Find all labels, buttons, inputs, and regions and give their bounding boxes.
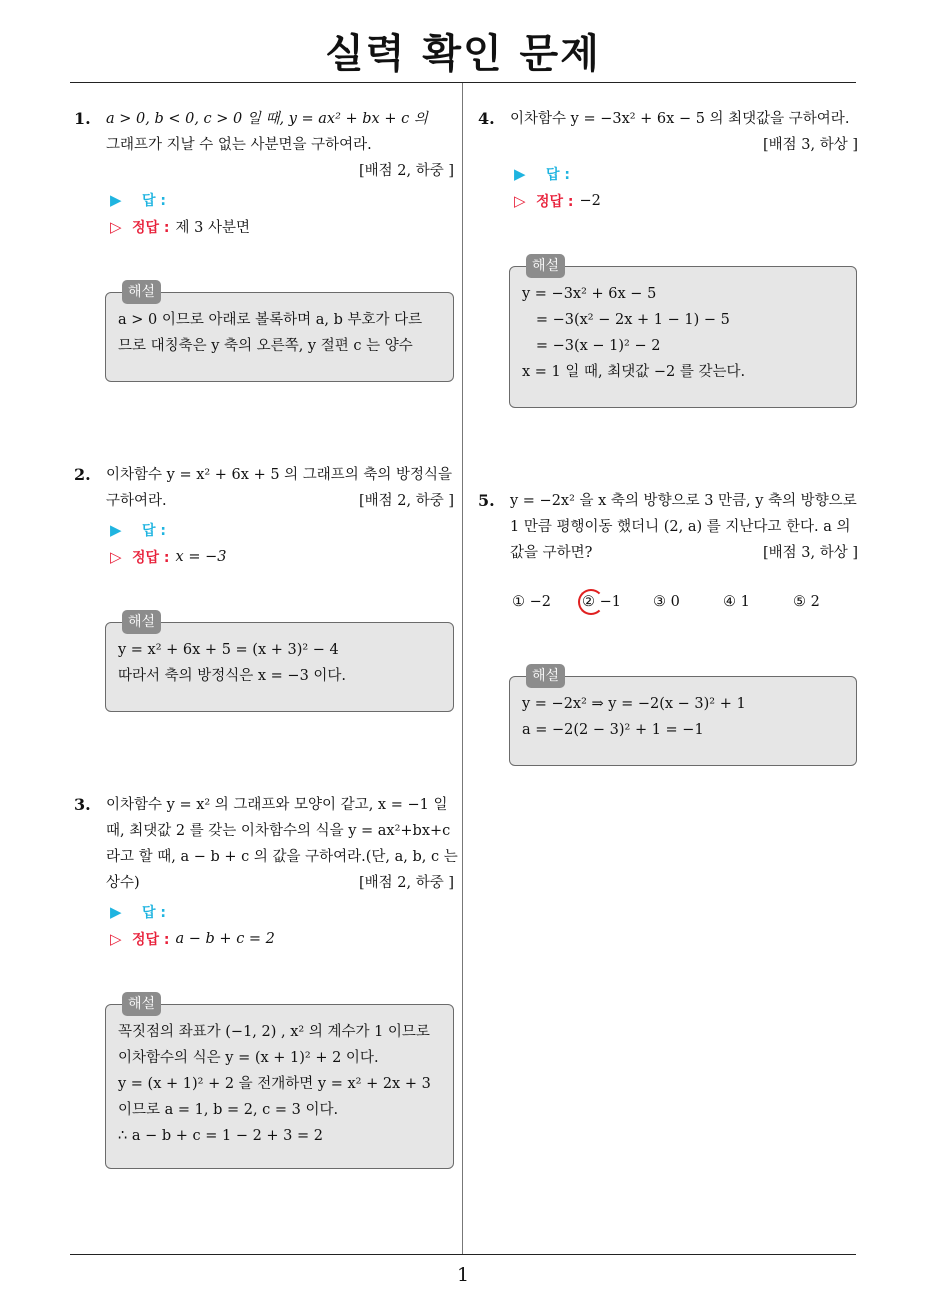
question-line: 이차함수 y = x² 의 그래프와 모양이 같고, x = −1 일 <box>106 797 448 813</box>
correct-marker-icon: ▷ <box>110 547 122 566</box>
solution-line: 따라서 축의 방정식은 x = −3 이다. <box>118 668 347 684</box>
solution-line: ∴ a − b + c = 1 − 2 + 3 = 2 <box>118 1128 323 1144</box>
question-line: 1 만큼 평행이동 했더니 (2, a) 를 지난다고 한다. a 의 <box>510 519 851 535</box>
correct-marker-icon: ▷ <box>110 217 122 236</box>
question-1 <box>74 106 454 184</box>
question-number: 5. <box>478 491 495 510</box>
question-line: y = −2x² 을 x 축의 방향으로 3 만큼, y 축의 방향으로 <box>510 493 857 509</box>
question-score: [배점 2, 하중 ] <box>358 163 454 179</box>
solution-line: 이차함수의 식은 y = (x + 1)² + 2 이다. <box>118 1050 379 1066</box>
choice-1[interactable]: ① −2 <box>512 594 551 610</box>
column-divider <box>462 83 463 1255</box>
answer-label: 답 : <box>142 522 166 539</box>
question-3 <box>74 792 458 896</box>
page-title: 실력 확인 문제 <box>325 31 601 77</box>
solution-tag: 해설 <box>122 610 161 634</box>
answer-block-4 <box>514 160 601 214</box>
choice-2[interactable]: ② −1 <box>582 594 621 610</box>
question-number: 2. <box>74 465 91 484</box>
question-number: 1. <box>74 109 91 128</box>
top-rule <box>70 82 856 83</box>
solution-box-5 <box>509 668 857 766</box>
answer-marker-icon: ▶ <box>110 190 122 209</box>
answer-marker-icon: ▶ <box>514 164 526 183</box>
question-line: 이차함수 y = −3x² + 6x − 5 의 최댓값을 구하여라. <box>510 111 850 127</box>
solution-line: a = −2(2 − 3)² + 1 = −1 <box>522 722 704 738</box>
question-line: 값을 구하면? <box>510 545 593 561</box>
correct-answer: −2 <box>579 192 601 209</box>
answer-label: 답 : <box>142 904 166 921</box>
correct-answer: 제 3 사분면 <box>175 220 251 236</box>
correct-label: 정답 : <box>132 219 170 236</box>
answer-block-3 <box>110 898 275 952</box>
solution-line: = −3(x² − 2x + 1 − 1) − 5 <box>522 312 730 328</box>
solution-line: a > 0 이므로 아래로 볼록하며 a, b 부호가 다르 <box>118 312 423 328</box>
question-line: 때, 최댓값 2 를 갖는 이차함수의 식을 y = ax²+bx+c <box>106 823 451 839</box>
page-number: 1 <box>456 1264 470 1286</box>
solution-line: x = 1 일 때, 최댓값 −2 를 갖는다. <box>522 364 746 380</box>
correct-label: 정답 : <box>132 549 170 566</box>
solution-line: y = −2x² ⇒ y = −2(x − 3)² + 1 <box>522 696 746 712</box>
correct-label: 정답 : <box>536 193 574 210</box>
solution-line: y = x² + 6x + 5 = (x + 3)² − 4 <box>118 642 339 658</box>
solution-box-2 <box>105 614 454 712</box>
solution-tag: 해설 <box>526 254 565 278</box>
solution-line: y = −3x² + 6x − 5 <box>522 286 657 302</box>
correct-answer: a − b + c = 2 <box>175 930 275 947</box>
question-line: 상수) <box>106 875 140 891</box>
question-score: [배점 3, 하상 ] <box>762 137 858 153</box>
question-score: [배점 2, 하중 ] <box>358 875 454 891</box>
correct-marker-icon: ▷ <box>110 929 122 948</box>
solution-line: y = (x + 1)² + 2 을 전개하면 y = x² + 2x + 3 <box>118 1076 431 1092</box>
choice-5[interactable]: ⑤ 2 <box>793 594 820 610</box>
solution-line: 이므로 a = 1, b = 2, c = 3 이다. <box>118 1102 339 1118</box>
question-number: 3. <box>74 795 91 814</box>
question-line: 이차함수 y = x² + 6x + 5 의 그래프의 축의 방정식을 <box>106 467 453 483</box>
question-number: 4. <box>478 109 495 128</box>
choice-3[interactable]: ③ 0 <box>653 594 680 610</box>
solution-tag: 해설 <box>526 664 565 688</box>
answer-marker-icon: ▶ <box>110 520 122 539</box>
correct-label: 정답 : <box>132 931 170 948</box>
solution-line: 꼭짓점의 좌표가 (−1, 2) , x² 의 계수가 1 이므로 <box>118 1024 430 1040</box>
answer-label: 답 : <box>142 192 166 209</box>
bottom-rule <box>70 1254 856 1255</box>
question-5 <box>478 488 858 566</box>
answer-block-2 <box>110 516 226 570</box>
question-line: 구하여라. <box>106 493 167 509</box>
answer-marker-icon: ▶ <box>110 902 122 921</box>
solution-tag: 해설 <box>122 280 161 304</box>
solution-line: = −3(x − 1)² − 2 <box>522 338 661 354</box>
answer-block-1 <box>110 186 250 240</box>
solution-box-1 <box>105 284 454 382</box>
correct-answer: x = −3 <box>175 548 227 565</box>
question-line: 그래프가 지날 수 없는 사분면을 구하여라. <box>106 137 372 153</box>
solution-box-3 <box>105 996 454 1169</box>
selected-answer-circle-icon <box>578 589 604 615</box>
question-line: a > 0, b < 0, c > 0 일 때, y = ax² + bx + c 의 <box>106 111 428 127</box>
choice-4[interactable]: ④ 1 <box>723 594 750 610</box>
question-score: [배점 2, 하중 ] <box>358 493 454 509</box>
question-4 <box>478 106 858 158</box>
solution-line: 므로 대칭축은 y 축의 오른쪽, y 절편 c 는 양수 <box>118 338 413 354</box>
solution-box-4 <box>509 258 857 408</box>
solution-tag: 해설 <box>122 992 161 1016</box>
question-2 <box>74 462 454 514</box>
question-line: 라고 할 때, a − b + c 의 값을 구하여라.(단, a, b, c 는 <box>106 849 458 865</box>
answer-label: 답 : <box>546 166 570 183</box>
correct-marker-icon: ▷ <box>514 191 526 210</box>
question-score: [배점 3, 하상 ] <box>762 545 858 561</box>
